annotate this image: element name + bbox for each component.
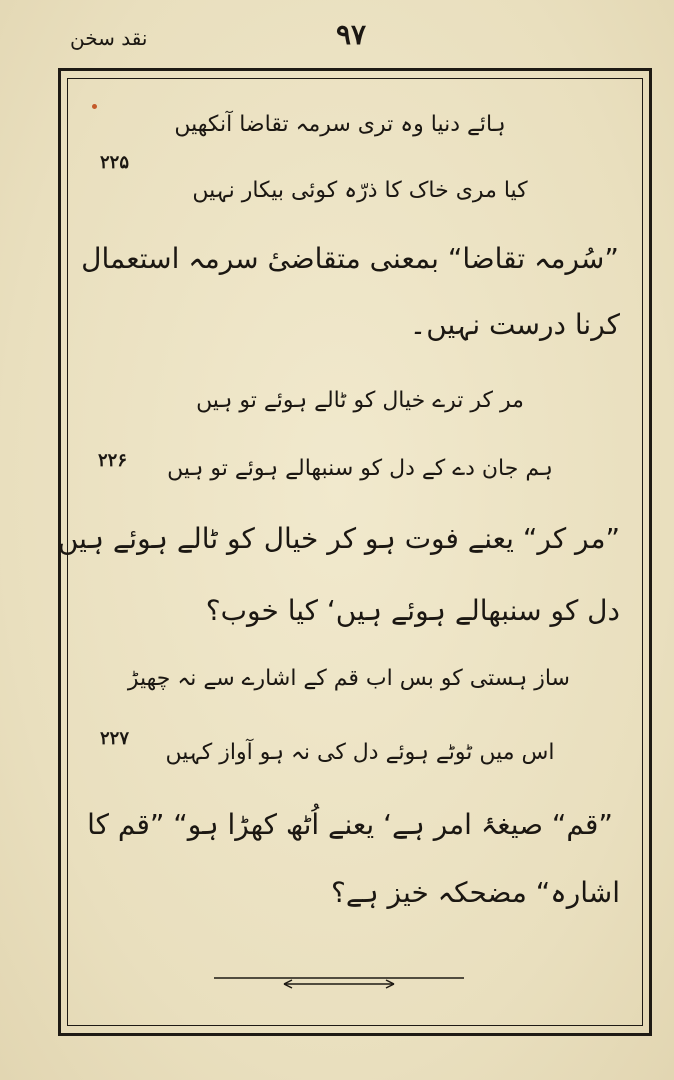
running-head: نقد سخن [70, 26, 148, 50]
commentary-line: کرنا درست نہیں۔ [409, 308, 620, 341]
closing-ornament [214, 972, 464, 990]
page-header [0, 18, 674, 58]
page-number: ۹۷ [336, 18, 367, 51]
ink-spot [92, 104, 97, 109]
verse-line: ساز ہستی کو بس اب قم کے اشارے سے نہ چھیڑ [127, 666, 570, 691]
commentary-line: ”مر کر“ یعنے فوت ہو کر خیال کو ٹالے ہوئے ہیں [57, 522, 620, 555]
commentary-line: اشارہ“ مضحکہ خیز ہے؟ [330, 876, 620, 909]
verse-line: ہم جان دے کے دل کو سنبھالے ہوئے تو ہیں [167, 456, 553, 481]
couplet-number: ۲۲۵ [100, 152, 130, 173]
commentary-line: دل کو سنبھالے ہوئے ہیں‘ کیا خوب؟ [205, 594, 620, 627]
couplet-number: ۲۲۷ [100, 728, 130, 749]
verse-line: ہائے دنیا وہ تری سرمہ تقاضا آنکھیں [174, 112, 506, 137]
commentary-line: ”قم“ صیغۂ امر ہے‘ یعنے اُٹھ کھڑا ہو“ ”قم کا [87, 808, 613, 841]
commentary-line: ”سُرمہ تقاضا“ بمعنی متقاضیٔ سرمہ استعمال [81, 242, 619, 275]
verse-line: اس میں ٹوٹے ہوئے دل کی نہ ہو آواز کہیں [165, 740, 555, 765]
couplet-number: ۲۲۶ [98, 450, 128, 471]
verse-line: کیا مری خاک کا ذرّہ کوئی بیکار نہیں [192, 178, 528, 203]
verse-line: مر کر ترے خیال کو ٹالے ہوئے تو ہیں [196, 388, 524, 413]
